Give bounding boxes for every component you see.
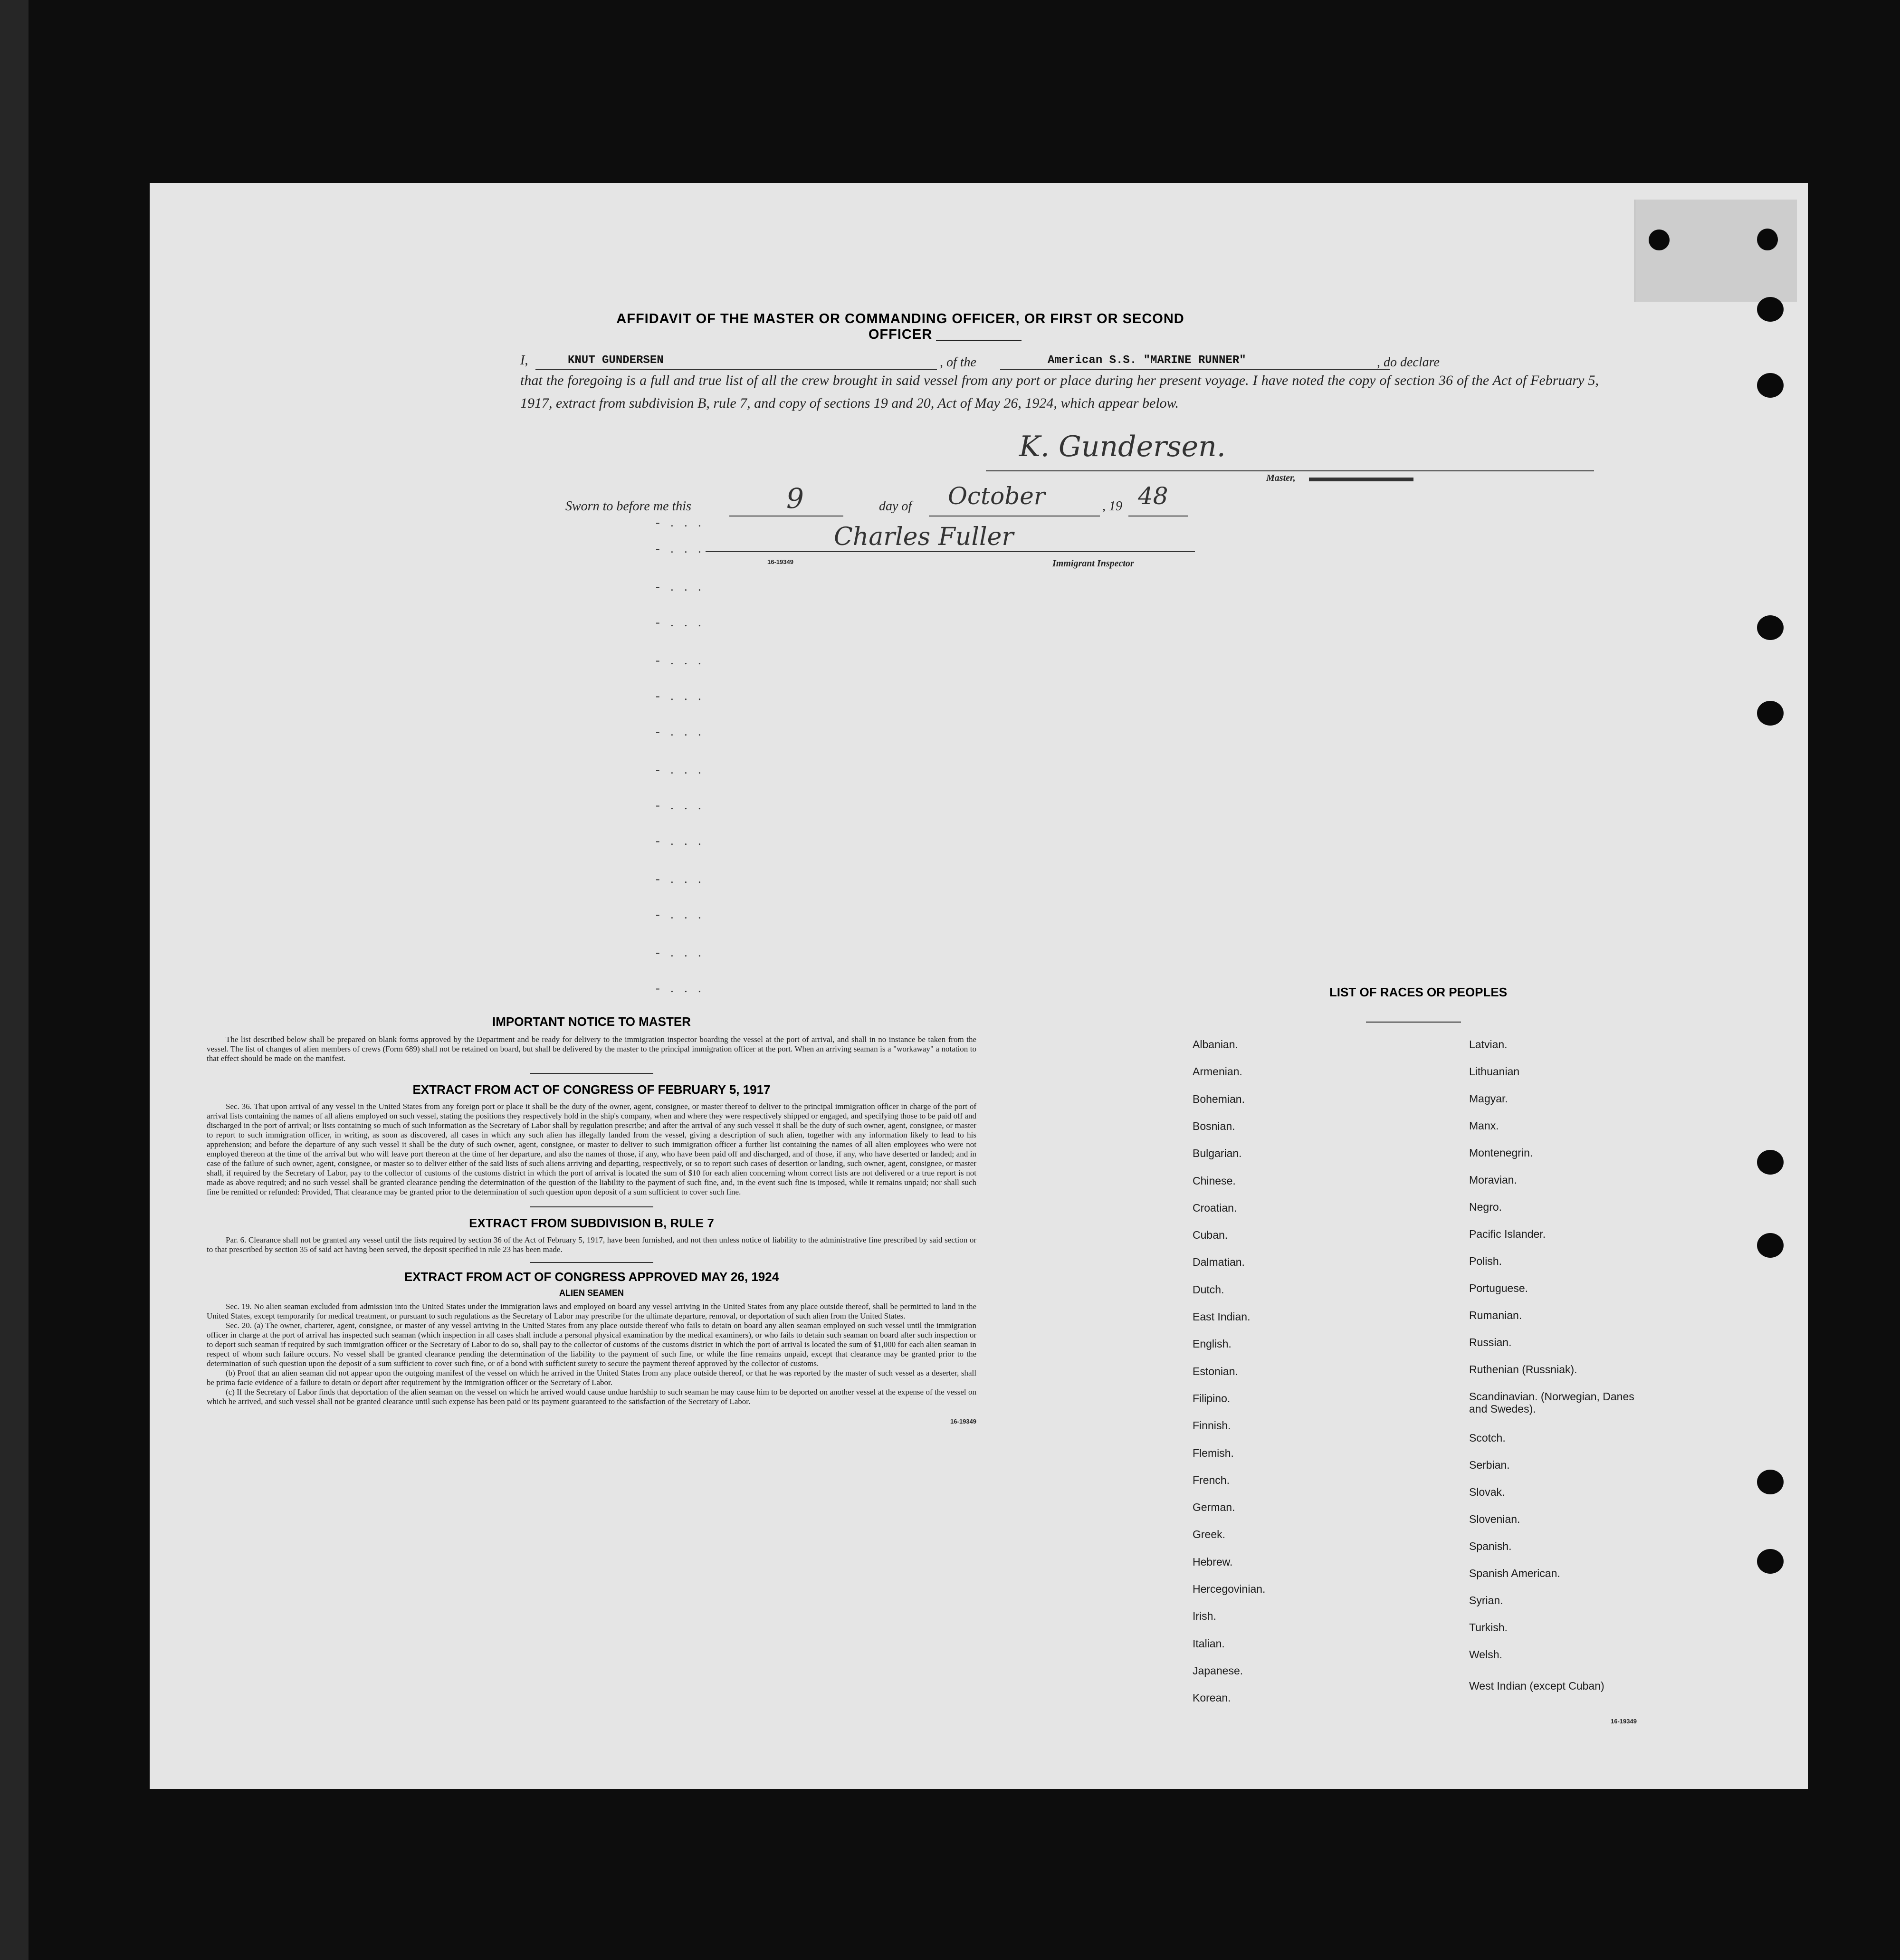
race-item: Latvian.: [1469, 1038, 1508, 1051]
race-item: Pacific Islander.: [1469, 1228, 1546, 1240]
day-of: day of: [879, 499, 912, 514]
section-rule: [530, 1262, 653, 1263]
master-name: KNUT GUNDERSEN: [568, 354, 664, 367]
race-item: Greek.: [1193, 1528, 1226, 1541]
film-edge: [0, 0, 29, 1960]
race-item: Estonian.: [1193, 1365, 1238, 1377]
race-item: East Indian.: [1193, 1310, 1251, 1323]
punch-hole: [1757, 1233, 1784, 1258]
act1917-heading: EXTRACT FROM ACT OF CONGRESS OF FEBRUARY 5, 1917: [412, 1082, 771, 1097]
form-number-notice: 16-19349: [950, 1418, 976, 1425]
rule7-text: Par. 6. Clearance shall not be granted any vessel until the lists required by section 36 of the Act of February 5, 1917, have been furnished, and not then unless notice of liability to the administrative fine prescribed by said section or to that prescribed by section 35 of said act having been served, the deposit specified in rule 23 has been made.: [207, 1235, 976, 1254]
affidavit-of-the: , of the: [940, 355, 976, 370]
race-item: Albanian.: [1193, 1038, 1238, 1051]
dash-row: - . . .: [656, 653, 705, 667]
races-heading: LIST OF RACES OR PEOPLES: [1329, 985, 1508, 999]
struck-title: [1309, 478, 1413, 481]
punch-hole: [1757, 1549, 1784, 1574]
race-item: Bosnian.: [1193, 1119, 1235, 1132]
race-item: Serbian.: [1469, 1459, 1510, 1471]
race-item: Moravian.: [1469, 1174, 1517, 1186]
race-item: Welsh.: [1469, 1648, 1502, 1661]
punch-hole: [1757, 1470, 1784, 1494]
dash-row: - . . .: [656, 908, 705, 921]
race-item: Finnish.: [1193, 1419, 1231, 1432]
do-declare: , do declare: [1377, 355, 1440, 370]
act1924-subheading: ALIEN SEAMEN: [559, 1288, 624, 1298]
race-item: Magyar.: [1469, 1092, 1508, 1105]
section-rule: [530, 1206, 653, 1207]
punch-hole: [1757, 701, 1784, 726]
race-item: Irish.: [1193, 1610, 1216, 1623]
race-item: Hercegovinian.: [1193, 1583, 1266, 1595]
punch-hole: [1757, 615, 1784, 640]
act1924-sec20a: Sec. 20. (a) The owner, charterer, agent, consignee, or master of any vessel arriving in the United States from any place outside thereof who fails to detain on board any alien seaman employed on such vessel until the immigration officer in charge at the port of arrival has inspected such seaman (which inspection in all cases shall include a personal physical examination by the medical examiners), or who fails to detain such seaman on board after such inspection or to deport such seaman if required by such immigration officer or the Secretary of Labor to do so, shall pay to the collector of customs of the customs district in which the port of arrival is located the sum of $1,000 for each alien seaman in respect of whom such failure occurs. No vessel shall be granted clearance pending the determination of the liability to the payment of such fine, or while the fine remains unpaid, except that clearance may be granted prior to the determination of such question upon the deposit of a sum sufficient to cover such fine, or of a bond with sufficient surety to secure the payment thereof approved by the collector of customs.: [207, 1321, 976, 1368]
race-item: Filipino.: [1193, 1392, 1231, 1405]
race-item: West Indian (except Cuban): [1469, 1680, 1604, 1692]
signature-line: [986, 470, 1594, 471]
punch-hole: [1757, 297, 1784, 322]
act1924-heading: EXTRACT FROM ACT OF CONGRESS APPROVED MAY 26, 1924: [404, 1270, 779, 1284]
race-item: Bulgarian.: [1193, 1147, 1242, 1160]
notice-heading: IMPORTANT NOTICE TO MASTER: [492, 1014, 691, 1029]
vessel-name: American S.S. "MARINE RUNNER": [1048, 354, 1246, 367]
race-item: Hebrew.: [1193, 1555, 1233, 1568]
year-value: 48: [1138, 482, 1168, 510]
punch-hole: [1757, 1150, 1784, 1175]
race-item: Spanish American.: [1469, 1567, 1560, 1579]
notice-text: The list described below shall be prepared on blank forms approved by the Department and be ready for delivery to the immigration inspector boarding the vessel at the port of arrival, and shall in no instance be taken from the vessel. The list of changes of alien members of crews (Form 689) shall not be retained on board, but shall be delivered by the master to the principal immigration officer at the port. When an arriving seaman is a "workaway" a notation to that effect should be made on the manifest.: [207, 1035, 976, 1063]
affidavit-title: AFFIDAVIT OF THE MASTER OR COMMANDING OFFICER, OR FIRST OR SECOND OFFICER: [616, 311, 1184, 342]
dash-row: - . . .: [656, 834, 705, 848]
race-item: Croatian.: [1193, 1201, 1237, 1214]
year-prefix: , 19: [1102, 499, 1122, 514]
master-signature: K. Gundersen.: [1019, 430, 1226, 463]
race-item: Dutch.: [1193, 1283, 1224, 1296]
race-item: Dalmatian.: [1193, 1256, 1245, 1269]
race-item: Spanish.: [1469, 1540, 1512, 1552]
dash-row: - . . .: [656, 946, 705, 959]
dash-row: - . . .: [656, 763, 705, 776]
inspector-label: Immigrant Inspector: [1052, 558, 1134, 569]
race-item: Manx.: [1469, 1119, 1499, 1132]
dash-row: - . . .: [656, 872, 705, 886]
dash-row: - . . .: [656, 615, 705, 629]
tape-patch: [1634, 200, 1797, 302]
race-item: Scandinavian. (Norwegian, Danes and Swedes).: [1469, 1390, 1634, 1415]
dash-row: - . . .: [656, 516, 705, 529]
race-item: Negro.: [1469, 1201, 1502, 1213]
punch-hole: [1649, 229, 1670, 250]
affidavit-i: I,: [520, 353, 528, 368]
affidavit-body: that the foregoing is a full and true list of all the crew brought in said vessel from any port or place during her present voyage. I have noted the copy of section 36 of the Act of February 5, 1917, extract from subdivision B, rule 7, and copy of sections 19 and 20, Act of May 26, 1924, which appear below.: [520, 373, 1599, 411]
act1924-sec20c: (c) If the Secretary of Labor finds that deportation of the alien seaman on the vessel on which he arrived would cause undue hardship to such seaman he may cause him to be deported on another vessel at the expense of the vessel on which he arrived, and such vessel shall not be granted clearance until such expense has been paid or its payment guaranteed to the satisfaction of the Secretary of Labor.: [207, 1387, 976, 1406]
inspector-signature: Charles Fuller: [834, 523, 1014, 551]
act1924-sec20b: (b) Proof that an alien seaman did not appear upon the outgoing manifest of the vessel on which he arrived in the United States from any place outside thereof, or that he was reported by the master of such vessel as a deserter, shall be prima facie evidence of a failure to detain or deport after requirement by the immigration officer or the Secretary of Labor.: [207, 1368, 976, 1387]
races-rule: [1366, 1022, 1461, 1023]
section-rule: [530, 1073, 653, 1074]
notice-section: [207, 1014, 976, 1425]
punch-hole: [1757, 373, 1784, 398]
race-item: Slovak.: [1469, 1486, 1505, 1498]
master-label: Master,: [1266, 473, 1296, 483]
race-item: Montenegrin.: [1469, 1147, 1533, 1159]
race-item: Flemish.: [1193, 1446, 1234, 1459]
form-number-races: 16-19349: [1611, 1718, 1637, 1725]
race-item: Portuguese.: [1469, 1282, 1528, 1294]
race-item: Syrian.: [1469, 1594, 1503, 1606]
title-rule: [936, 340, 1022, 341]
race-item: Polish.: [1469, 1255, 1502, 1267]
punch-hole: [1757, 229, 1778, 250]
dash-row: - . . .: [656, 689, 705, 703]
act1917-text: Sec. 36. That upon arrival of any vessel in the United States from any foreign port or place it shall be the duty of the owner, agent, consignee, or master thereof to deliver to the principal immigration officer in charge of the port of arrival lists containing the names of all aliens employed on such vessel, stating the positions they respectively hold in the ship's company, when and where they were respectively shipped or engaged, and specifying those to be paid off and discharged in the port of arrival; or lists containing so much of such information as the Secretary of Labor shall by regulation prescribe; and after the arrival of any such vessel it shall be the duty of such owner, agent, consignee, or master to report to such immigration officer, in writing, as soon as discovered, all cases in which any such alien has illegally landed from the vessel, giving a description of such alien, together with any information likely to lead to his apprehension; and before the departure of any such vessel it shall be the duty of such owner, agent, consignee, or master to deliver to such immigration officer a further list containing the names of all alien employees who were not employed thereon at the time of the arrival but who will leave port thereon at the time of her departure, and also the names of those, if any, who have been paid off and discharged, and of those, if any, who have deserted or landed; and in case of the failure of such owner, agent, consignee, or master so to deliver either of the said lists of such aliens arriving and departing, respectively, or so to report such cases of desertion or landing, such owner, agent, consignee, or master shall, if required by the Secretary of Labor, pay to the collector of customs of the customs district in which the port of arrival is located the sum of $10 for each alien concerning whom correct lists are not delivered or a true report is not made as above required; and no such vessel shall be granted clearance pending the determination of the question of the liability to the payment of such fine, and, in the event such fine is imposed, while it remains unpaid; nor shall such fine be remitted or refunded: Provided, That clearance may be granted prior to the determination of such question upon deposit of a sum sufficient to cover such fine.: [207, 1102, 976, 1196]
dash-row: - . . .: [656, 725, 705, 738]
race-item: Japanese.: [1193, 1664, 1243, 1677]
day-value: 9: [786, 482, 804, 515]
dash-row: - . . .: [656, 542, 705, 555]
race-item: Armenian.: [1193, 1065, 1242, 1078]
race-item: Chinese.: [1193, 1174, 1236, 1187]
dash-row: - . . .: [656, 981, 705, 995]
rule7-heading: EXTRACT FROM SUBDIVISION B, RULE 7: [469, 1216, 714, 1230]
race-item: German.: [1193, 1501, 1235, 1514]
race-item: Russian.: [1469, 1336, 1512, 1348]
race-item: Turkish.: [1469, 1621, 1508, 1634]
month-value: October: [948, 482, 1045, 510]
race-item: Cuban.: [1193, 1229, 1228, 1242]
race-item: Scotch.: [1469, 1432, 1506, 1444]
dash-row: - . . .: [656, 580, 705, 593]
inspector-line: [706, 551, 1195, 552]
race-item: English.: [1193, 1338, 1232, 1350]
race-item: Bohemian.: [1193, 1092, 1245, 1105]
act1924-sec19: Sec. 19. No alien seaman excluded from admission into the United States under the immigration laws and employed on board any vessel arriving in the United States from any place outside thereof, shall be permitted to land in the United States, except temporarily for medical treatment, or pursuant to such regulations as the Secretary of Labor may prescribe for the ultimate departure, removal, or deportation of such alien from the United States.: [207, 1302, 976, 1320]
race-item: Lithuanian: [1469, 1065, 1520, 1078]
sworn-prefix: Sworn to before me this: [565, 499, 691, 514]
form-number-top: 16-19349: [767, 558, 793, 565]
race-item: Korean.: [1193, 1692, 1231, 1704]
race-item: Rumanian.: [1469, 1309, 1522, 1321]
dash-row: - . . .: [656, 798, 705, 812]
race-item: Slovenian.: [1469, 1513, 1520, 1525]
race-item: Italian.: [1193, 1637, 1225, 1650]
race-item: Ruthenian (Russniak).: [1469, 1363, 1577, 1376]
document-page: [150, 183, 1808, 1789]
race-item: French.: [1193, 1473, 1230, 1486]
